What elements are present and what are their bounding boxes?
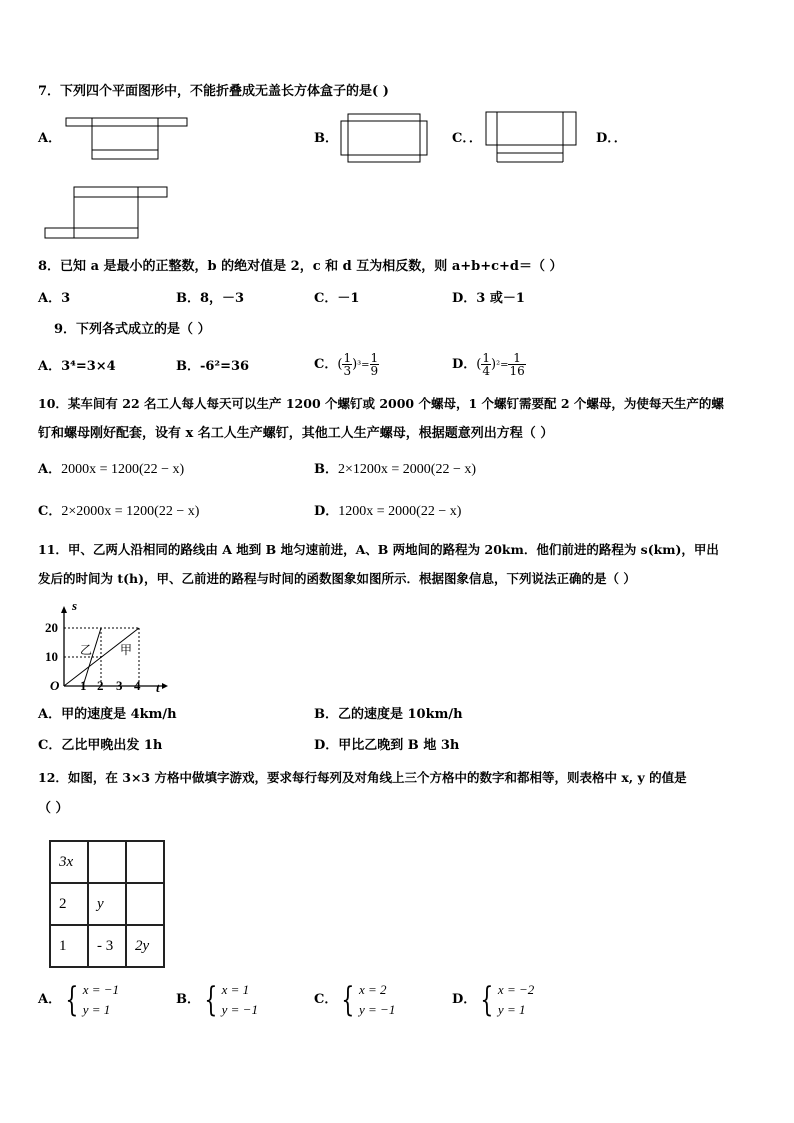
q7-net-a xyxy=(66,118,187,159)
q9-option-c-base: $\frac{1}{3}$ xyxy=(343,351,352,378)
q8-option-c: C．－1 xyxy=(314,291,360,306)
q11-y-label: s xyxy=(72,598,78,613)
q11-option-c: C．乙比甲晚出发 1h xyxy=(38,738,163,753)
q11-option-b: B．乙的速度是 10km/h xyxy=(314,707,463,722)
q8-option-d: D．3 或－1 xyxy=(452,291,525,306)
q11-x-tick-1: 1 xyxy=(80,678,87,693)
q11-option-d: D．甲比乙晚到 B 地 3h xyxy=(314,738,460,753)
q12-stem-line2: （ ） xyxy=(38,801,69,816)
q8-stem: 8．已知 a 是最小的正整数，b 的绝对值是 2，c 和 d 互为相反数，则 a+b+c+d＝（ ） xyxy=(38,259,563,274)
q8-option-b: B．8，－3 xyxy=(176,291,245,306)
q11-label-yi: 乙 xyxy=(80,643,93,657)
q9-option-c-rhs: $\frac{1}{9}$ xyxy=(370,351,379,378)
q9-stem: 9．下列各式成立的是（ ） xyxy=(54,322,211,337)
grid-cell: 3x xyxy=(50,841,88,883)
q12-magic-square xyxy=(49,840,165,968)
table-row xyxy=(50,883,164,925)
grid-cell: 2 xyxy=(50,883,88,925)
q12-option-c: C． { x = 2 y = −1 xyxy=(314,980,396,1020)
grid-cell: 1 xyxy=(50,925,88,967)
q11-x-label: t xyxy=(156,680,160,695)
q9-option-d-exp: ²= xyxy=(496,360,509,371)
q7-net-c xyxy=(486,112,576,162)
grid-cell: y xyxy=(88,883,126,925)
q7-stem: 7．下列四个平面图形中，不能折叠成无盖长方体盒子的是( ) xyxy=(38,84,389,99)
q11-x-tick-3: 3 xyxy=(116,678,123,693)
q11-x-tick-4: 4 xyxy=(134,678,141,693)
q9-option-a: A．3⁴=3×4 xyxy=(38,359,116,374)
q7-net-b xyxy=(341,114,427,162)
q11-y-tick-10: 10 xyxy=(45,649,58,664)
q9-option-d-base: $\frac{1}{4}$ xyxy=(482,351,490,378)
grid-cell: - 3 xyxy=(88,925,126,967)
grid-cell: 2y xyxy=(126,925,164,967)
q11-x-tick-2: 2 xyxy=(97,678,104,693)
q10-option-d: D．1200x = 2000(22 − x) xyxy=(314,504,462,519)
q10-option-a: A．2000x = 1200(22 − x) xyxy=(38,462,185,477)
q9-option-c-exp: ³= xyxy=(357,360,370,371)
q9-option-d-rhs: $\frac{1}{16}$ xyxy=(509,351,525,378)
q9-option-d-label: D． xyxy=(452,357,477,372)
q9-option-b: B．-6²=36 xyxy=(176,359,250,374)
q11-label-jia: 甲 xyxy=(120,643,133,657)
q7-option-c-label: C．． xyxy=(452,131,482,146)
q7-option-d-label: D．． xyxy=(596,131,627,146)
q10-option-b: B．2×1200x = 2000(22 − x) xyxy=(314,462,477,477)
q8-option-a: A．3 xyxy=(38,291,71,306)
q11-stem-line1: 11．甲、乙两人沿相同的路线由 A 地到 B 地匀速前进，A、B 两地间的路程为 20km．他们前进的路程为 s(km)，甲出 xyxy=(38,542,719,557)
q9-option-d: D．( $\frac{1}{4}$ )²= $\frac{1}{16}$ xyxy=(452,351,525,378)
q11-origin-label: O xyxy=(50,678,60,693)
q12-option-d: D． { x = −2 y = 1 xyxy=(452,980,535,1020)
q9-option-c-label: C． xyxy=(314,357,338,372)
q11-option-a: A．甲的速度是 4km/h xyxy=(38,707,177,722)
table-row xyxy=(50,841,164,883)
q11-graph xyxy=(0,600,200,700)
grid-cell xyxy=(126,883,164,925)
q11-x-arrow xyxy=(162,683,168,689)
q9-option-c: C．( $\frac{1}{3}$ )³= $\frac{1}{9}$ xyxy=(314,351,379,378)
q12-stem-line1: 12．如图，在 3×3 方格中做填字游戏，要求每行每列及对角线上三个方格中的数字和都相等，则表格中 x, y 的值是 xyxy=(38,770,687,785)
q12-option-a: A． { x = −1 y = 1 xyxy=(38,980,120,1020)
q11-stem-line2: 发后的时间为 t(h)，甲、乙前进的路程与时间的函数图象如图所示．根据图象信息，下列说法正确的是（ ） xyxy=(38,571,636,586)
table-row xyxy=(50,925,164,967)
grid-cell xyxy=(126,841,164,883)
q11-y-tick-20: 20 xyxy=(45,620,58,635)
q12-option-b: B． { x = 1 y = −1 xyxy=(176,980,258,1020)
q7-option-b-label: B． xyxy=(314,131,338,146)
q7-option-a-label: A． xyxy=(38,131,62,146)
q10-option-c: C．2×2000x = 1200(22 − x) xyxy=(38,504,200,519)
q11-y-arrow xyxy=(61,606,67,613)
q7-net-figures xyxy=(0,0,794,260)
grid-cell xyxy=(88,841,126,883)
q10-stem-line1: 10．某车间有 22 名工人每人每天可以生产 1200 个螺钉或 2000 个螺母，1 个螺钉需要配 2 个螺母，为使每天生产的螺 xyxy=(38,396,724,411)
q10-stem-line2: 钉和螺母刚好配套，设有 x 名工人生产螺钉，其他工人生产螺母，根据题意列出方程（ ） xyxy=(38,426,554,441)
q7-net-d xyxy=(45,187,167,238)
